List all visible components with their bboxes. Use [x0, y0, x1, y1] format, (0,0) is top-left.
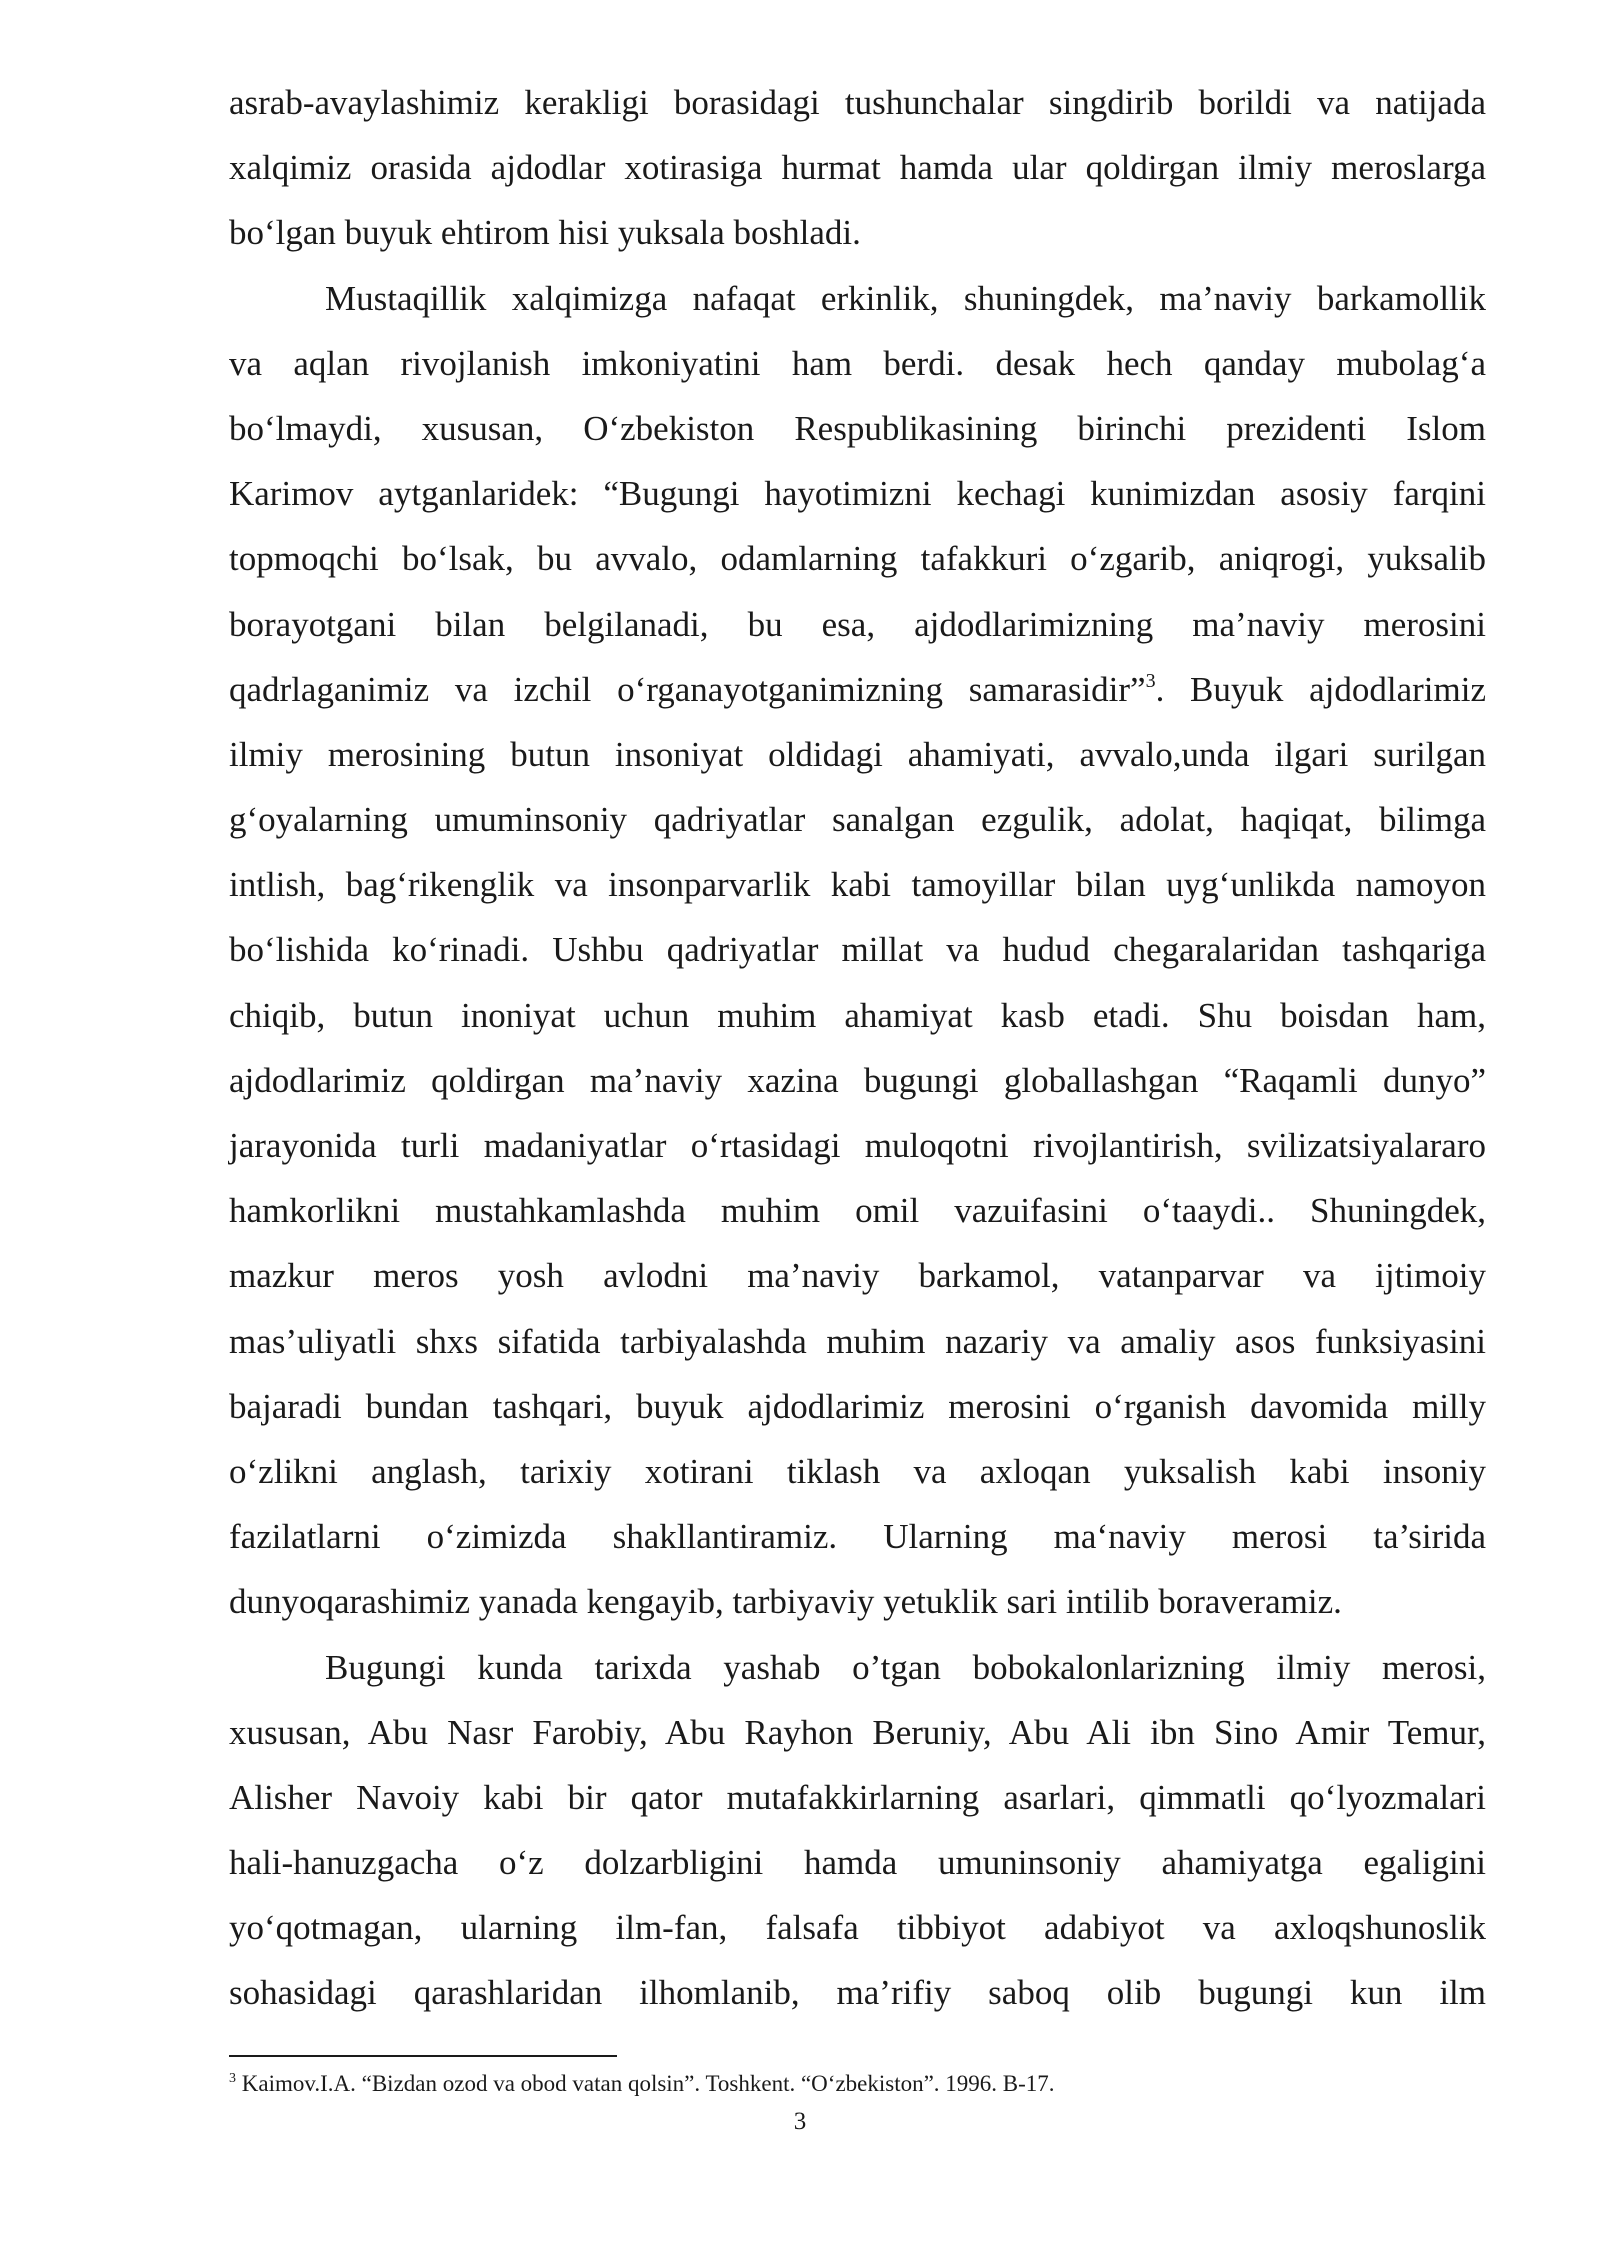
body-line: yo‘qotmagan, ularning ilm-fan, falsafa tibbiyot adabiyot va axloqshunoslik	[229, 1908, 1486, 1948]
body-line: fazilatlarni o‘zimizda shakllantiramiz. Ularning ma‘naviy merosi ta’sirida	[229, 1517, 1486, 1557]
body-line: bo‘lishida ko‘rinadi. Ushbu qadriyatlar millat va hudud chegaralaridan tashqariga	[229, 930, 1486, 970]
paragraph-first-line: Mustaqillik xalqimizga nafaqat erkinlik, shuningdek, ma’naviy barkamollik	[325, 278, 1486, 318]
body-line: bo‘lgan buyuk ehtirom hisi yuksala boshladi.	[229, 213, 861, 253]
body-line: mas’uliyatli shxs sifatida tarbiyalashda muhim nazariy va amaliy asos funksiyasini	[229, 1321, 1486, 1361]
body-line: xususan, Abu Nasr Farobiy, Abu Rayhon Beruniy, Abu Ali ibn Sino Amir Temur,	[229, 1712, 1486, 1752]
body-line: va aqlan rivojlanish imkoniyatini ham berdi. desak hech qanday mubolag‘a	[229, 343, 1486, 383]
page-number: 3	[793, 2108, 807, 2135]
body-line: topmoqchi bo‘lsak, bu avvalo, odamlarning tafakkuri o‘zgarib, aniqrogi, yuksalib	[229, 539, 1486, 579]
paragraph-first-line: Bugungi kunda tarixda yashab o’tgan bobokalonlarizning ilmiy merosi,	[325, 1647, 1486, 1687]
body-line: bo‘lmaydi, xususan, O‘zbekiston Respublikasining birinchi prezidenti Islom	[229, 408, 1486, 448]
body-line: asrab-avaylashimiz kerakligi borasidagi tushunchalar singdirib borildi va natijada	[229, 83, 1486, 122]
body-line: borayotgani bilan belgilanadi, bu esa, ajdodlarimizning ma’naviy merosini	[229, 604, 1486, 644]
body-line: sohasidagi qarashlaridan ilhomlanib, ma’rifiy saboq olib bugungi kun ilm	[229, 1973, 1486, 2013]
body-line: chiqib, butun inoniyat uchun muhim ahamiyat kasb etadi. Shu boisdan ham,	[229, 995, 1486, 1035]
body-line: intlish, bag‘rikenglik va insonparvarlik kabi tamoyillar bilan uyg‘unlikda namoyon	[229, 865, 1486, 905]
body-line: hali-hanuzgacha o‘z dolzarbligini hamda umuninsoniy ahamiyatga egaligini	[229, 1843, 1486, 1883]
body-line-with-footnote-ref	[229, 657, 1486, 722]
body-line: xalqimiz orasida ajdodlar xotirasiga hurmat hamda ular qoldirgan ilmiy meroslarga	[229, 148, 1486, 188]
body-line: dunyoqarashimiz yanada kengayib, tarbiyaviy yetuklik sari intilib boraveramiz.	[229, 1582, 1342, 1622]
body-line: bajaradi bundan tashqari, buyuk ajdodlarimiz merosini o‘rganish davomida milly	[229, 1386, 1486, 1426]
footnote-text: Kaimov.I.A. “Bizdan ozod va obod vatan qolsin”. Toshkent. “O‘zbekiston”. 1996. B-17.	[236, 2071, 1055, 2096]
body-line: jarayonida turli madaniyatlar o‘rtasidagi muloqotni rivojlantirish, svilizatsiyalararo	[229, 1126, 1486, 1165]
body-line: o‘zlikni anglash, tarixiy xotirani tiklash va axloqan yuksalish kabi insoniy	[229, 1451, 1486, 1491]
footnote-separator	[229, 2055, 617, 2057]
footnote	[229, 2069, 1055, 2099]
body-text	[229, 70, 1486, 2026]
body-line: g‘oyalarning umuminsoniy qadriyatlar sanalgan ezgulik, adolat, haqiqat, bilimga	[229, 800, 1486, 840]
body-line: Alisher Navoiy kabi bir qator mutafakkirlarning asarlari, qimmatli qo‘lyozmalari	[229, 1777, 1486, 1817]
body-line: mazkur meros yosh avlodni ma’naviy barkamol, vatanparvar va ijtimoiy	[229, 1256, 1486, 1296]
body-line: hamkorlikni mustahkamlashda muhim omil vazuifasini o‘taaydi.. Shuningdek,	[229, 1191, 1486, 1231]
body-line: Karimov aytganlaridek: “Bugungi hayotimizni kechagi kunimizdan asosiy farqini	[229, 474, 1486, 514]
body-line: ajdodlarimiz qoldirgan ma’naviy xazina bugungi globallashgan “Raqamli dunyo”	[229, 1060, 1486, 1100]
body-line-segment: . Buyuk ajdodlarimiz	[1155, 669, 1486, 709]
footnote-marker: 3	[229, 2071, 236, 2086]
body-line-segment: qadrlaganimiz va izchil o‘rganayotganimizning samarasidir”	[229, 669, 1146, 709]
body-line: ilmiy merosining butun insoniyat oldidagi ahamiyati, avvalo,unda ilgari surilgan	[229, 734, 1486, 774]
footnote-reference[interactable]: 3	[1145, 669, 1156, 692]
